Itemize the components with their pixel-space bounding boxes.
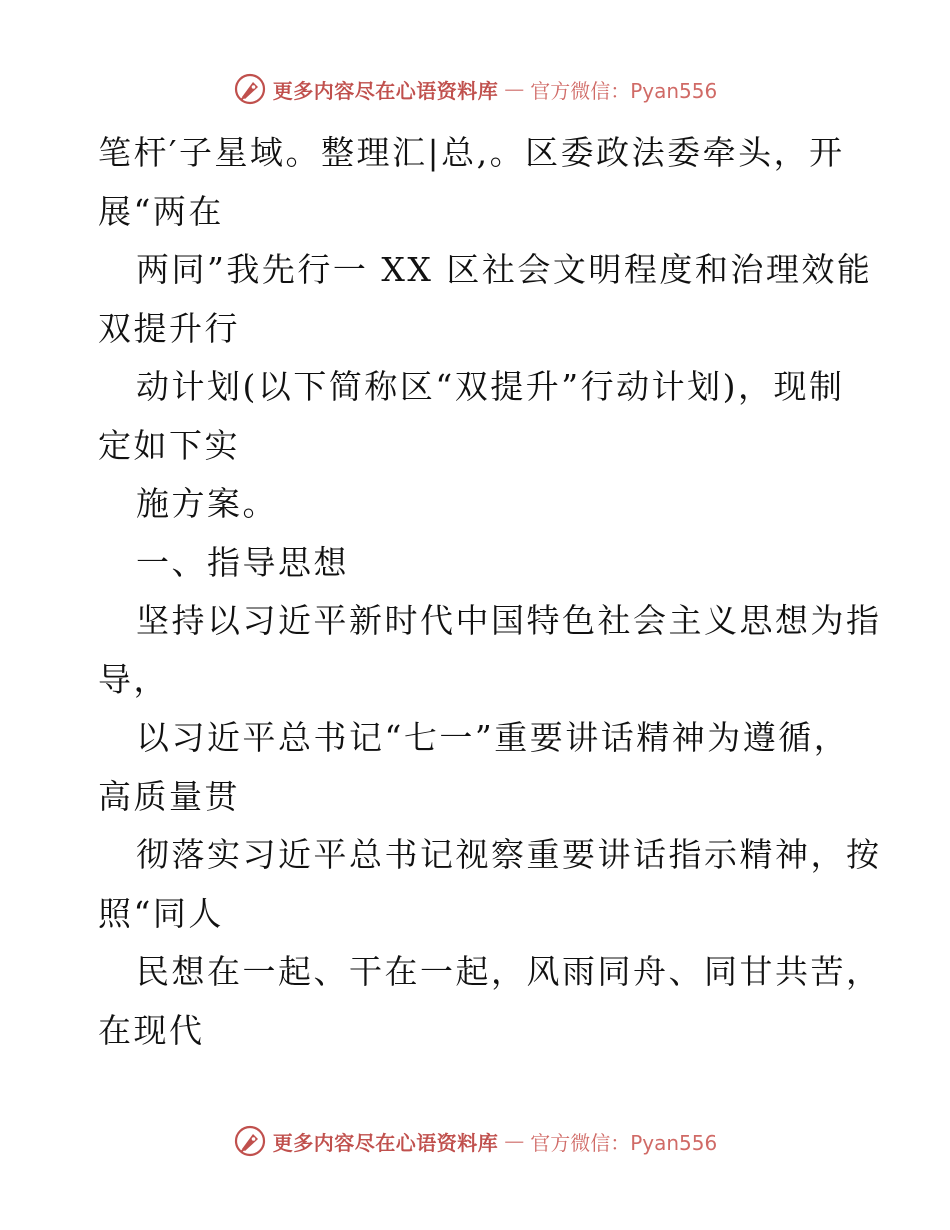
- document-line: 坚持以习近平新时代中国特色社会主义思想为指: [136, 601, 882, 640]
- document-line: 导，: [98, 659, 169, 699]
- document-line: 两同”我先行一 XX 区社会文明程度和治理效能: [136, 250, 873, 289]
- document-line: 一、指导思想: [136, 542, 349, 582]
- document-line: 彻落实习近平总书记视察重要讲话指示精神，按: [136, 835, 882, 874]
- document-line: 高质量贯: [98, 776, 240, 816]
- document-line: 笔杆′子星域。整理汇|总,。区委政法委牵头，开: [98, 133, 845, 172]
- document-line: 定如下实: [98, 425, 240, 465]
- watermark-contact-text: 官方微信：Pyan556: [530, 78, 718, 103]
- document-line: 双提升行: [98, 308, 240, 348]
- document-line: 民想在一起、干在一起，风雨同舟、同甘共苦，: [136, 952, 882, 991]
- watermark-separator: —: [504, 77, 525, 101]
- document-body: [98, 124, 882, 1060]
- document-line: 在现代: [98, 1010, 205, 1050]
- document-line: 展“两在: [98, 191, 224, 231]
- header-watermark: [0, 72, 950, 106]
- document-line: 照“同人: [98, 893, 224, 933]
- watermark-contact-text: 官方微信：Pyan556: [530, 1130, 718, 1155]
- document-line: 以习近平总书记“七一”重要讲话精神为遵循，: [136, 718, 850, 757]
- document-line: 施方案。: [136, 484, 278, 523]
- pen-nib-logo-icon: [233, 72, 267, 106]
- document-line: 动计划(以下简称区“双提升”行动计划)，现制: [136, 367, 845, 406]
- watermark-separator: —: [504, 1129, 525, 1153]
- pen-nib-logo-icon: [233, 1124, 267, 1158]
- watermark-main-text: 更多内容尽在心语资料库: [272, 1130, 499, 1155]
- watermark-main-text: 更多内容尽在心语资料库: [272, 78, 499, 103]
- footer-watermark: [0, 1124, 950, 1158]
